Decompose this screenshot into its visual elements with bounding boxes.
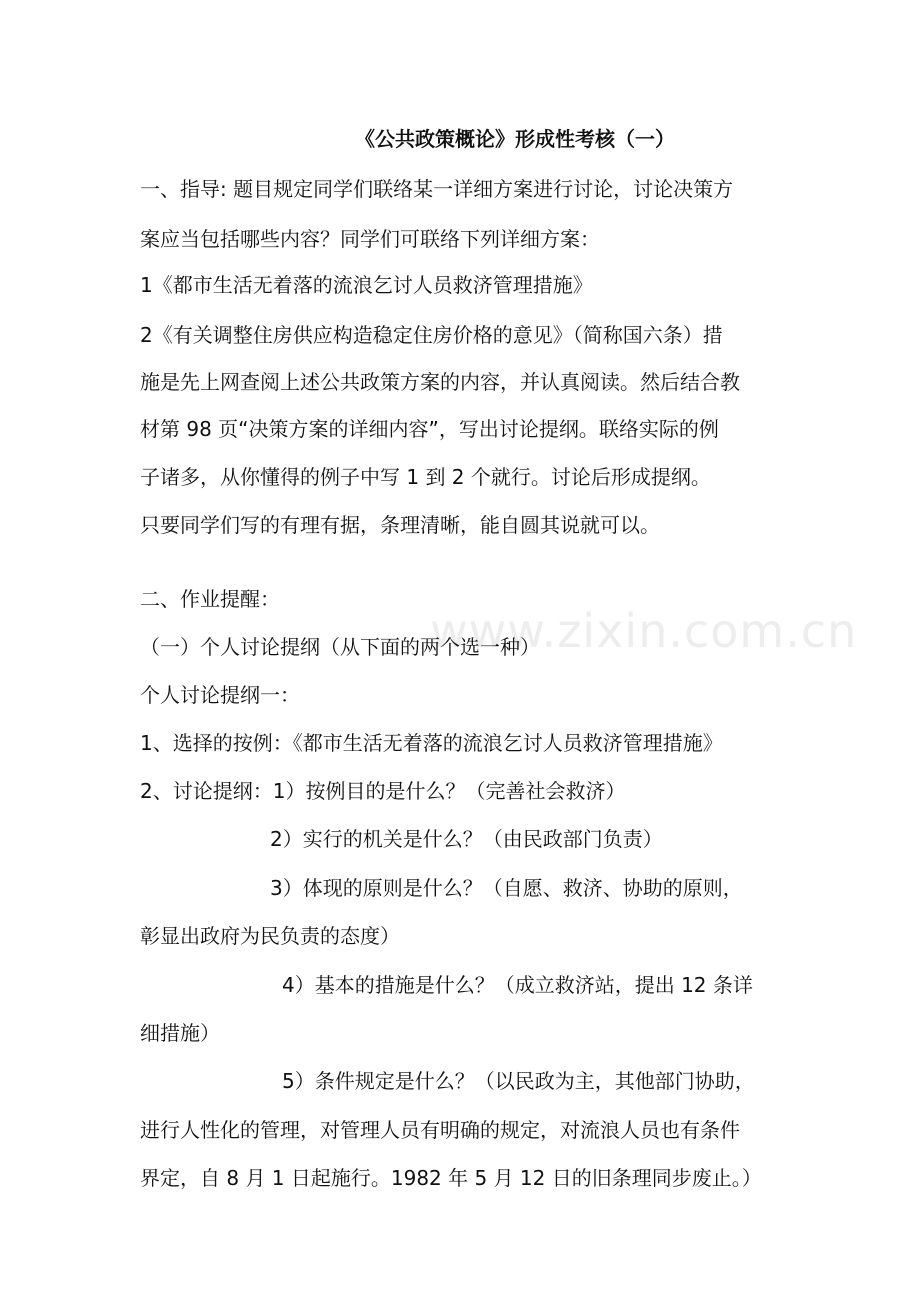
- paragraph-line: 只要同学们写的有理有据，条理清晰，能自圆其说就可以。: [140, 513, 660, 537]
- list-item: 1《都市生活无着落的流浪乞讨人员救济管理措施》: [140, 273, 593, 297]
- section-heading: 二、作业提醒：: [140, 587, 280, 611]
- paragraph-line: 一、指导: 题目规定同学们联络某一详细方案进行讨论，讨论决策方: [140, 177, 734, 201]
- outline-subitem: 3）体现的原则是什么？（自愿、救济、协助的原则，: [270, 876, 743, 900]
- outline-subitem-continuation: 彰显出政府为民负责的态度）: [140, 924, 400, 948]
- outline-heading: 个人讨论提纲一：: [140, 683, 300, 707]
- paragraph-line: 子诸多，从你懂得的例子中写 1 到 2 个就行。讨论后形成提纲。: [140, 465, 711, 489]
- list-item: 2《有关调整住房供应构造稳定住房价格的意见》（简称国六条）措: [140, 323, 723, 347]
- watermark: www.zixin.com.cn: [430, 604, 858, 658]
- outline-subitem: 5）条件规定是什么？（以民政为主，其他部门协助，: [282, 1069, 755, 1093]
- outline-subitem: 4）基本的措施是什么？（成立救济站，提出 12 条详: [282, 973, 753, 997]
- subsection-heading: （一）个人讨论提纲（从下面的两个选一种）: [140, 635, 540, 659]
- document-title: 《公共政策概论》形成性考核（一）: [355, 127, 675, 151]
- outline-subitem-continuation: 进行人性化的管理，对管理人员有明确的规定，对流浪人员也有条件: [140, 1118, 740, 1142]
- outline-subitem: 2）实行的机关是什么？（由民政部门负责）: [270, 827, 663, 851]
- outline-subitem-continuation: 细措施）: [140, 1021, 220, 1045]
- paragraph-line: 材第 98 页“决策方案的详细内容”，写出讨论提纲。联络实际的例: [140, 417, 719, 441]
- paragraph-line: 施是先上网查阅上述公共政策方案的内容，并认真阅读。然后结合教: [140, 370, 740, 394]
- outline-item: 1、选择的按例：《都市生活无着落的流浪乞讨人员救济管理措施》: [140, 731, 723, 755]
- outline-item: 2、讨论提纲：1）按例目的是什么？（完善社会救济）: [140, 779, 626, 803]
- paragraph-line: 案应当包括哪些内容？同学们可联络下列详细方案：: [140, 227, 600, 251]
- outline-subitem-continuation: 界定，自 8 月 1 日起施行。1982 年 5 月 12 日的旧条理同步废止。）: [140, 1166, 762, 1190]
